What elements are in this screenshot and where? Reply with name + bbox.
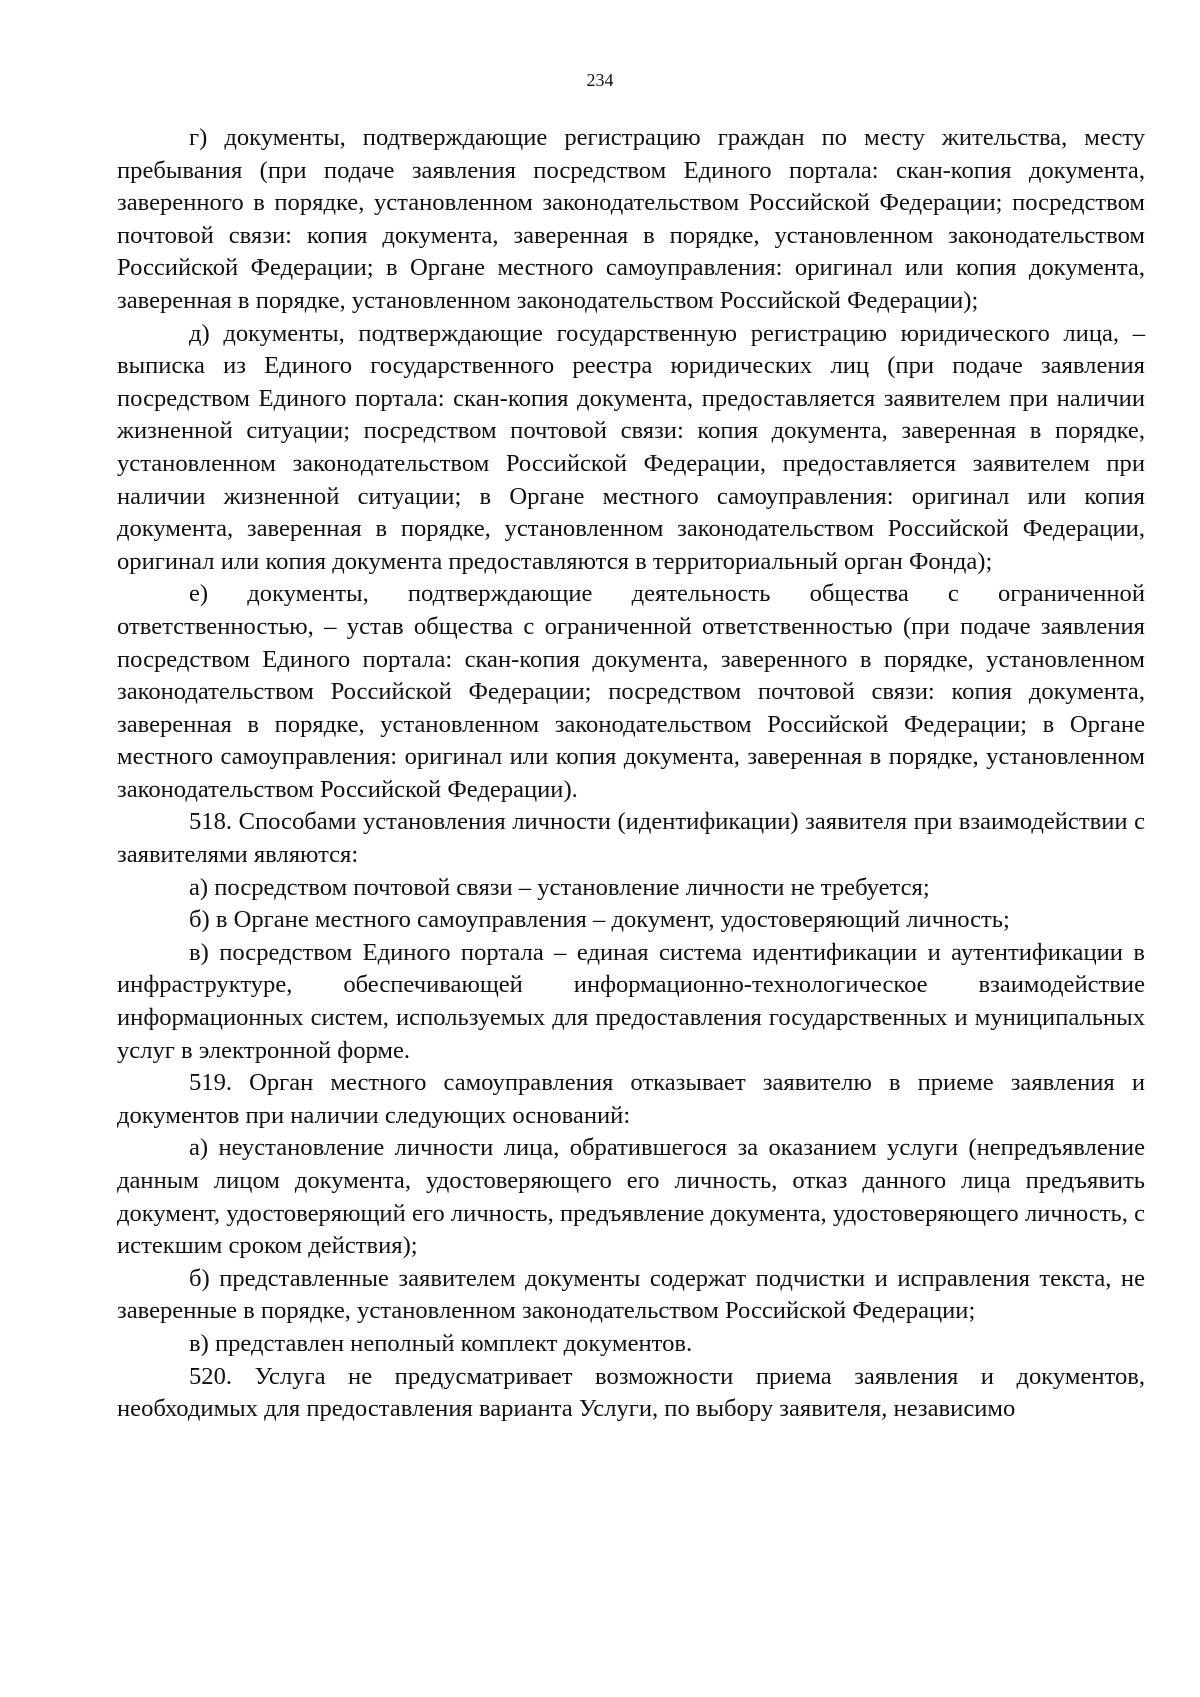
paragraph-e-llc-activity-documents: е) документы, подтверждающие деятельность общества с ограниченной ответственностью, – устав общества с ограниченной ответственностью (при подаче заявления посредством Единого портала: скан-копия документа, заверенного в порядке, установленном законодательством Российской Федерации; посредством почтовой связи: копия документа, заверенная в порядке, установленном законодательством Российской Федерации; в Органе местного самоуправления: оригинал или копия документа, заверенная в порядке, установленном законодательством Российской Федерации). xyxy=(117,580,1145,803)
paragraph-520-service-acceptance: 520. Услуга не предусматривает возможности приема заявления и документов, необходимых для предоставления варианта Услуги, по выбору заявителя, независимо xyxy=(117,1362,1145,1423)
paragraph-519-b-corrections: б) представленные заявителем документы содержат подчистки и исправления текста, не заверенные в порядке, установленном законодательством Российской Федерации; xyxy=(117,1264,1145,1325)
paragraph-d-legal-entity-registration: д) документы, подтверждающие государственную регистрацию юридического лица, – выписка из Единого государственного реестра юридических лиц (при подаче заявления посредством Единого портала: скан-копия документа, предоставляется заявителем при наличии жизненной ситуации; посредством почтовой связи: копия документа, заверенная в порядке, установленном законодательством Российской Федерации, предоставляется заявителем при наличии жизненной ситуации; в Органе местного самоуправления: оригинал или копия документа, заверенная в порядке, установленном законодательством Российской Федерации, оригинал или копия документа предоставляются в территориальный орган Фонда); xyxy=(117,319,1145,575)
document-body xyxy=(117,122,1145,1426)
paragraph-518-identification-methods: 518. Способами установления личности (идентификации) заявителя при взаимодействии с заявителями являются: xyxy=(117,808,1145,869)
paragraph-519-a-identity-not-established: а) неустановление личности лица, обратившегося за оказанием услуги (непредъявление данным лицом документа, удостоверяющего его личность, отказ данного лица предъявить документ, удостоверяющий его личность, предъявление документа, удостоверяющего личность, с истекшим сроком действия); xyxy=(117,1134,1145,1260)
paragraph-g-registration-documents: г) документы, подтверждающие регистрацию граждан по месту жительства, месту пребывания (при подаче заявления посредством Единого портала: скан-копия документа, заверенного в порядке, установленном законодательством Российской Федерации; посредством почтовой связи: копия документа, заверенная в порядке, установленном законодательством Российской Федерации; в Органе местного самоуправления: оригинал или копия документа, заверенная в порядке, установленном законодательством Российской Федерации); xyxy=(117,124,1145,314)
paragraph-519-v-incomplete-set: в) представлен неполный комплект документов. xyxy=(189,1329,693,1357)
page-number: 234 xyxy=(586,70,614,90)
paragraph-519-refusal-grounds: 519. Орган местного самоуправления отказывает заявителю в приеме заявления и документов при наличии следующих оснований: xyxy=(117,1069,1145,1129)
paragraph-518-a-postal: а) посредством почтовой связи – установление личности не требуется; xyxy=(189,873,930,901)
paragraph-518-v-unified-portal: в) посредством Единого портала – единая система идентификации и аутентификации в инфраструктуре, обеспечивающей информационно-технологическое взаимодействие информационных систем, используемых для предоставления государственных и муниципальных услуг в электронной форме. xyxy=(117,938,1145,1064)
paragraph-518-b-local-authority: б) в Органе местного самоуправления – документ, удостоверяющий личность; xyxy=(189,906,1010,934)
